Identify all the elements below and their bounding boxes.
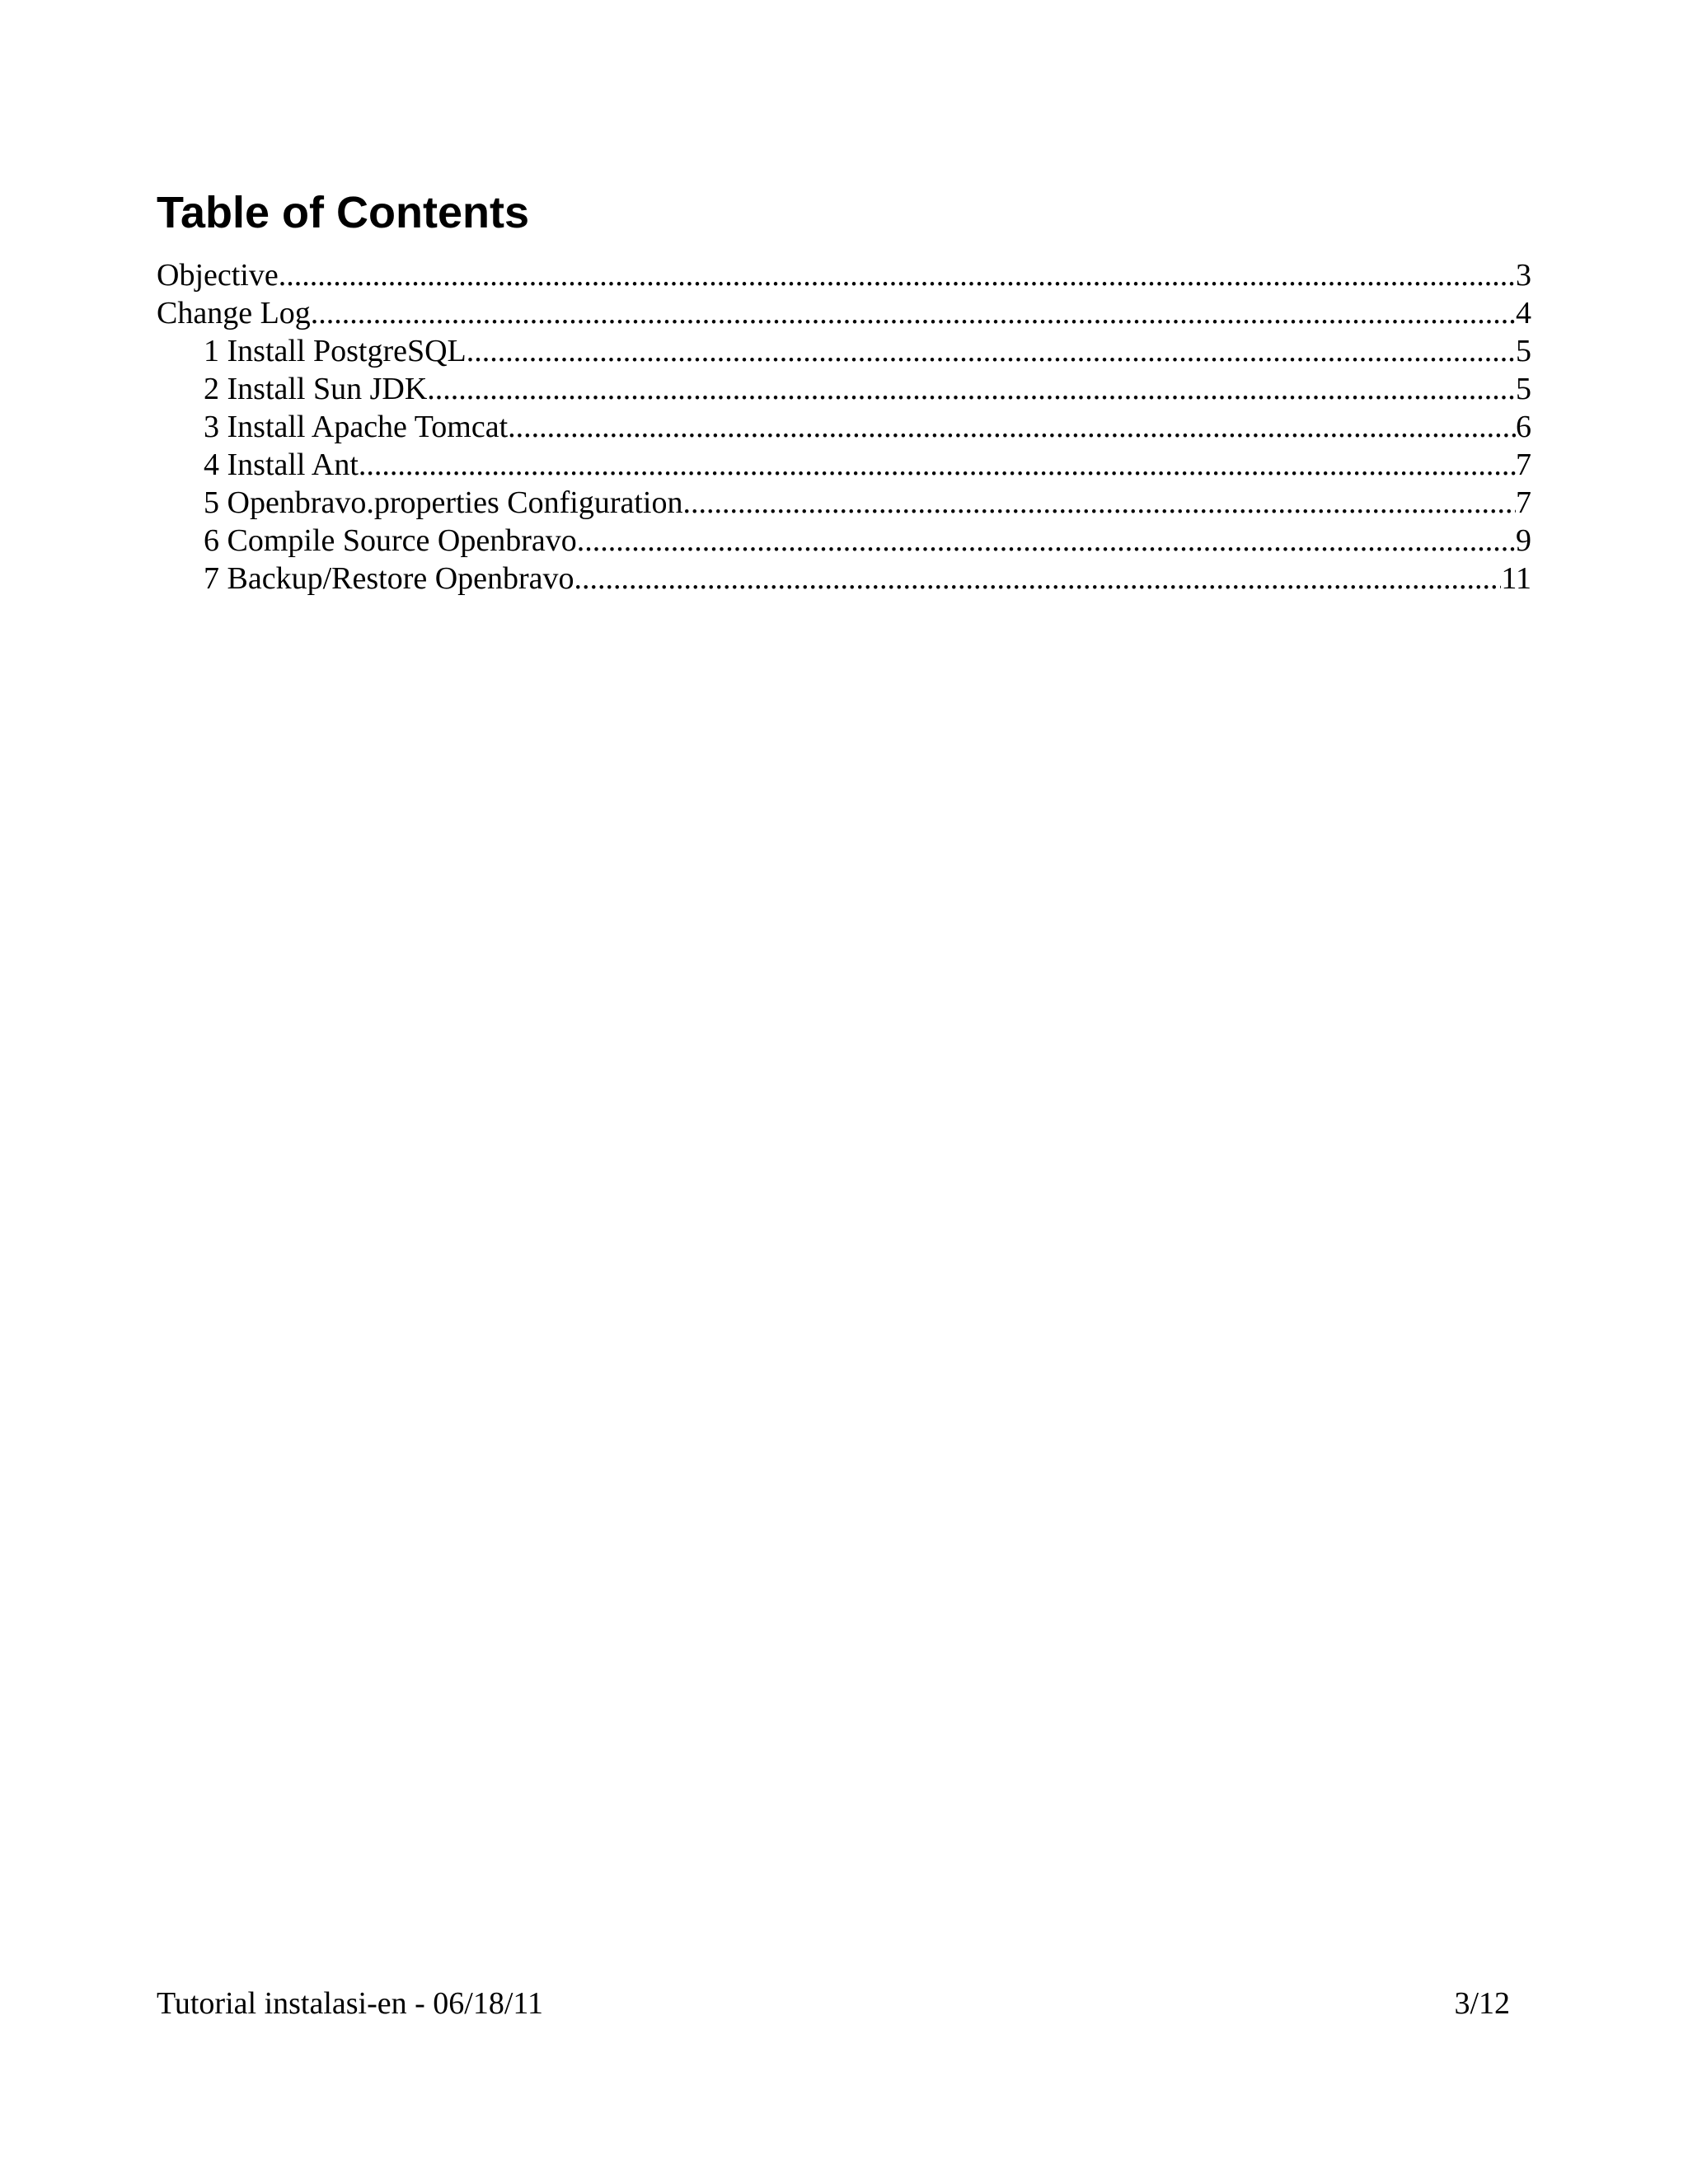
toc-entry-label: 7 Backup/Restore Openbravo [204, 561, 574, 596]
page-footer [157, 1985, 1510, 2022]
toc-dot-leader [574, 560, 1502, 598]
toc-entry-label: 2 Install Sun JDK [204, 372, 428, 406]
toc-entry-page: 4 [1516, 296, 1531, 330]
toc-entry-label: Change Log [157, 296, 311, 330]
toc-entry-change-log[interactable] [157, 294, 1531, 332]
toc-entry-backup-restore-openbravo[interactable] [157, 560, 1531, 598]
toc-entry-compile-source-openbravo[interactable] [157, 522, 1531, 560]
toc-list [157, 256, 1531, 598]
toc-entry-label: Objective [157, 258, 279, 293]
toc-entry-label: 3 Install Apache Tomcat [204, 410, 509, 444]
toc-entry-install-sun-jdk[interactable] [157, 370, 1531, 408]
footer-page-number: 3/12 [1454, 1986, 1510, 2021]
toc-dot-leader [311, 294, 1516, 332]
toc-entry-openbravo-properties-configuration[interactable] [157, 484, 1531, 522]
toc-entry-label: 4 Install Ant [204, 448, 359, 482]
toc-entry-page: 6 [1516, 410, 1531, 444]
toc-dot-leader [508, 408, 1516, 446]
toc-entry-label: 1 Install PostgreSQL [204, 334, 467, 368]
toc-dot-leader [359, 446, 1516, 484]
toc-dot-leader [577, 522, 1516, 560]
toc-entry-page: 7 [1516, 448, 1531, 482]
toc-title: Table of Contents [157, 188, 529, 237]
toc-dot-leader [279, 256, 1516, 294]
toc-entry-install-postgresql[interactable] [157, 332, 1531, 370]
toc-dot-leader [427, 370, 1516, 408]
toc-entry-page: 9 [1516, 523, 1531, 558]
toc-entry-page: 5 [1516, 372, 1531, 406]
toc-entry-install-apache-tomcat[interactable] [157, 408, 1531, 446]
toc-entry-page: 11 [1501, 561, 1531, 596]
toc-entry-page: 7 [1516, 485, 1531, 520]
toc-entry-page: 5 [1516, 334, 1531, 368]
toc-entry-label: 6 Compile Source Openbravo [204, 523, 577, 558]
toc-dot-leader [467, 332, 1516, 370]
toc-entry-objective[interactable] [157, 256, 1531, 294]
footer-document-info: Tutorial instalasi-en - 06/18/11 [157, 1986, 543, 2021]
toc-entry-page: 3 [1516, 258, 1531, 293]
toc-entry-label: 5 Openbravo.properties Configuration [204, 485, 683, 520]
toc-dot-leader [682, 484, 1516, 522]
toc-entry-install-ant[interactable] [157, 446, 1531, 484]
